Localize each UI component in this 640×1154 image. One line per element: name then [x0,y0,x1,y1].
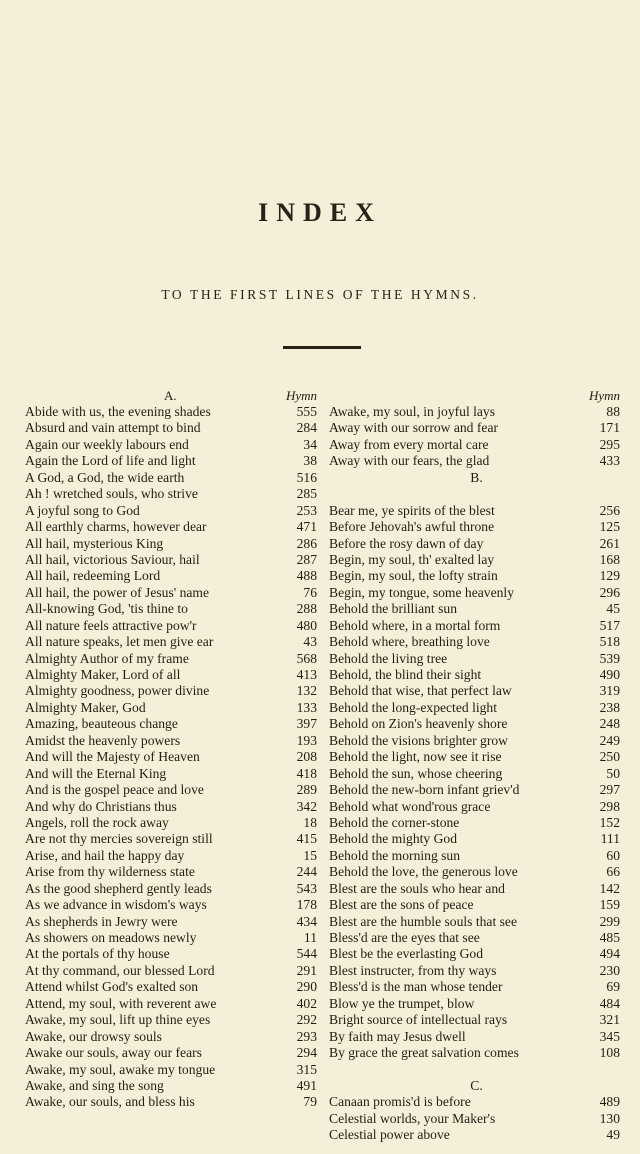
hymn-number: 544 [296,946,317,962]
hymn-number: 125 [599,519,620,535]
first-line-text: Celestial power above [329,1127,450,1143]
hymn-number: 489 [599,1094,620,1110]
index-entry [25,552,317,568]
first-line-text: All nature feels attractive pow'r [25,617,197,633]
hymn-number: 76 [303,584,317,600]
hymn-number: 132 [296,683,317,699]
index-entry [329,503,620,519]
page-title: INDEX [258,198,382,227]
index-entry [25,831,317,847]
first-line-text: Awake, and sing the song [25,1077,164,1093]
index-entry [329,749,620,765]
hymn-number: 291 [296,962,317,978]
hymn-number: 294 [296,1045,317,1061]
hymn-number: 159 [599,897,620,913]
index-entry [25,536,317,552]
index-entry [25,486,317,502]
index-entry [25,618,317,634]
index-entry [25,667,317,683]
index-entry [329,831,620,847]
first-line-text: And why do Christians thus [25,798,177,814]
first-line-text: Amazing, beauteous change [25,716,178,732]
index-entry [25,996,317,1012]
hymn-number: 253 [296,502,317,518]
index-entry [25,601,317,617]
index-entry [329,568,620,584]
hymn-number: 299 [599,913,620,929]
hymn-number: 491 [296,1077,317,1093]
index-entry [25,437,317,453]
first-line-text: Begin, my soul, th' exalted lay [329,551,495,567]
index-entry [25,470,317,486]
first-line-text: Away with our fears, the glad [329,453,490,469]
index-entry [25,881,317,897]
hymn-number: 256 [599,502,620,518]
hymn-number: 345 [599,1028,620,1044]
first-line-text: Away from every mortal care [329,436,489,452]
hymn-number: 490 [599,667,620,682]
index-entry [329,536,620,552]
first-line-text: Awake, our drowsy souls [25,1028,162,1044]
hymn-number: 321 [599,1012,620,1028]
hymn-number: 568 [296,650,317,666]
index-entry [329,864,620,880]
hymn-number: 49 [606,1127,620,1143]
index-entry [329,881,620,897]
hymn-label: Hymn [588,388,620,403]
index-entry [329,1127,620,1143]
first-line-text: Arise from thy wilderness state [25,864,195,880]
index-entry [25,683,317,699]
page-subtitle: TO THE FIRST LINES OF THE HYMNS. [161,287,479,302]
hymn-number: 45 [606,601,620,617]
index-entry [329,519,620,535]
hymn-number: 130 [599,1110,620,1126]
hymn-number: 434 [296,913,317,929]
first-line-text: Behold, the blind their sight [329,667,482,682]
hymn-number: 543 [296,880,317,896]
hymn-number: 402 [296,995,317,1011]
first-line-text: Begin, my soul, the lofty strain [329,568,498,584]
first-line-text: As showers on meadows newly [25,930,197,945]
hymn-number: 261 [599,535,620,551]
first-line-text: Behold the light, now see it rise [329,749,502,765]
first-line-text: Blest are the humble souls that see [329,913,518,929]
first-line-text: Behold the brilliant sun [329,601,457,617]
first-line-text: Begin, my tongue, some heavenly [329,584,514,600]
index-entry [25,1078,317,1094]
index-entry [329,897,620,913]
index-entry [25,946,317,962]
index-entry [329,667,620,683]
hymn-number: 287 [296,551,317,567]
hymn-number: 484 [599,995,620,1011]
first-line-text: Angels, roll the rock away [25,814,169,830]
first-line-text: Celestial worlds, your Maker's [329,1110,496,1126]
first-line-text: Bless'd are the eyes that see [329,930,480,945]
hymn-number: 296 [599,584,620,600]
hymn-number: 34 [303,436,317,452]
hymn-number: 289 [296,782,317,798]
hymn-number: 50 [606,765,620,781]
hymn-number: 230 [599,962,620,978]
first-line-text: By grace the great salvation comes [329,1045,519,1061]
index-entry [329,930,620,946]
first-line-text: Canaan promis'd is before [329,1094,471,1110]
hymn-number: 286 [296,535,317,551]
index-entry [25,651,317,667]
index-entry [25,815,317,831]
index-entry [329,1094,620,1110]
hymn-number: 295 [599,436,620,452]
first-line-text: Behold the love, the generous love [329,864,518,880]
right-column [329,388,620,1144]
first-line-text: Are not thy mercies sovereign still [25,831,213,847]
hymn-number: 111 [600,831,620,847]
first-line-text: Behold the long-expected light [329,699,497,715]
index-entry [25,716,317,732]
first-line-text: Behold the mighty God [329,831,457,847]
hymn-number: 298 [599,798,620,814]
first-line-text: Before the rosy dawn of day [329,535,484,551]
index-entry [329,782,620,798]
first-line-text: All nature speaks, let men give ear [25,634,214,650]
first-line-text: All earthly charms, however dear [25,519,207,535]
first-line-text: Awake, my soul, awake my tongue [25,1061,216,1077]
index-entry [25,848,317,864]
first-line-text: By faith may Jesus dwell [329,1028,466,1044]
right-column-header [329,388,620,404]
hymn-number: 288 [296,601,317,617]
hymn-number: 38 [303,453,317,469]
first-line-text: Blest be the everlasting God [329,946,484,962]
first-line-text: Behold the corner-stone [329,814,460,830]
index-entry [25,634,317,650]
hymn-number: 171 [599,420,620,436]
index-entry [329,437,620,453]
hymn-number: 397 [296,716,317,732]
index-entry [25,519,317,535]
first-line-text: Awake, our souls, and bless his [25,1094,195,1110]
hymn-number: 485 [599,930,620,945]
first-line-text: Awake, my soul, lift up thine eyes [25,1012,211,1028]
first-line-text: As shepherds in Jewry were [25,913,178,929]
index-entry [329,552,620,568]
index-entry [25,1094,317,1110]
hymn-number: 244 [296,864,317,880]
index-entry [329,963,620,979]
first-line-text: Ah ! wretched souls, who strive [25,486,198,502]
hymn-number: 133 [296,699,317,715]
hymn-number: 539 [599,650,620,666]
first-line-text: Blest are the sons of peace [329,897,474,913]
hymn-label: Hymn [285,388,317,403]
section-gap [329,1062,620,1078]
index-entry [25,1045,317,1061]
index-entry [329,799,620,815]
hymn-number: 494 [599,946,620,962]
index-entry [329,848,620,864]
index-entry [329,1045,620,1061]
index-entry [25,1062,317,1078]
section-letter-a: A. [164,388,177,403]
first-line-text: Bright source of intellectual rays [329,1012,508,1028]
first-line-text: Behold that wise, that perfect law [329,683,512,699]
index-entry [329,601,620,617]
hymn-number: 418 [296,765,317,781]
section-letter-c: C. [470,1077,483,1093]
first-line-text: Behold where, in a mortal form [329,617,501,633]
first-line-text: Absurd and vain attempt to bind [25,420,201,436]
first-line-text: Almighty Maker, God [25,699,146,715]
index-entry [329,1012,620,1028]
index-entry [329,404,620,420]
hymn-number: 319 [599,683,620,699]
hymn-number: 415 [296,831,317,847]
hymn-number: 208 [296,749,317,765]
hymn-number: 315 [296,1061,317,1077]
hymn-number: 555 [296,404,317,419]
hymn-number: 297 [599,782,620,798]
index-entry [25,864,317,880]
first-line-text: Attend whilst God's exalted son [25,979,199,995]
hymn-number: 178 [296,897,317,913]
hymn-number: 88 [606,404,620,419]
hymn-number: 292 [296,1012,317,1028]
index-entry [25,782,317,798]
index-entry [25,700,317,716]
first-line-text: Again the Lord of life and light [25,453,196,469]
index-entry [25,404,317,420]
first-line-text: Bear me, ye spirits of the blest [329,502,495,518]
index-entry [329,1111,620,1127]
index-entry [25,453,317,469]
first-line-text: Abide with us, the evening shades [25,404,211,419]
index-entry [25,749,317,765]
hymn-number: 471 [296,519,317,535]
first-line-text: Behold the morning sun [329,847,461,863]
index-entry [329,683,620,699]
hymn-number: 250 [599,749,620,765]
section-letter-b: B. [470,469,483,485]
first-line-text: As we advance in wisdom's ways [25,897,207,913]
hymn-number: 293 [296,1028,317,1044]
first-line-text: Behold where, breathing love [329,634,490,650]
first-line-text: Behold the visions brighter grow [329,732,508,748]
first-line-text: Almighty goodness, power divine [25,683,210,699]
left-column [25,388,317,1111]
hymn-number: 142 [599,880,620,896]
index-entry [329,815,620,831]
right-c-entries [329,1094,620,1143]
hymn-number: 60 [606,847,620,863]
index-entry [25,930,317,946]
hymn-number: 129 [599,568,620,584]
hymn-number: 18 [303,814,317,830]
hymn-number: 79 [303,1094,317,1110]
first-line-text: Amidst the heavenly powers [25,732,181,748]
hymn-number: 152 [599,814,620,830]
first-line-text: A joyful song to God [25,502,140,518]
first-line-text: Away with our sorrow and fear [329,420,498,436]
first-line-text: Behold the sun, whose cheering [329,765,503,781]
left-column-header [25,388,317,404]
hymn-number: 413 [296,667,317,682]
index-entry [329,634,620,650]
section-gap [329,486,620,502]
hymn-number: 517 [599,617,620,633]
hymn-number: 290 [296,979,317,995]
right-a-entries [329,404,620,470]
hymn-number: 248 [599,716,620,732]
index-entry [25,503,317,519]
index-entry [329,651,620,667]
hymn-number: 284 [296,420,317,436]
first-line-text: At the portals of thy house [25,946,170,962]
right-b-entries [329,503,620,1062]
hymn-number: 43 [303,634,317,650]
first-line-text: Almighty Author of my frame [25,650,189,666]
first-line-text: As the good shepherd gently leads [25,880,212,896]
hymn-number: 193 [296,732,317,748]
index-entry [329,585,620,601]
hymn-number: 11 [303,930,317,945]
index-entry [329,996,620,1012]
first-line-text: Arise, and hail the happy day [25,847,185,863]
index-entry [25,914,317,930]
hymn-number: 433 [599,453,620,469]
index-entry [329,700,620,716]
left-entries [25,404,317,1111]
first-line-text: Blow ye the trumpet, blow [329,995,475,1011]
first-line-text: Before Jehovah's awful throne [329,519,495,535]
index-entry [329,766,620,782]
first-line-text: Blest are the souls who hear and [329,880,505,896]
index-entry [25,979,317,995]
first-line-text: Awake our souls, away our fears [25,1045,202,1061]
first-line-text: Behold the living tree [329,650,448,666]
index-entry [25,897,317,913]
first-line-text: All hail, the power of Jesus' name [25,584,210,600]
first-line-text: All-knowing God, 'tis thine to [25,601,188,617]
index-entry [329,733,620,749]
index-entry [329,979,620,995]
hymn-number: 285 [296,486,317,502]
index-entry [25,585,317,601]
first-line-text: All hail, victorious Saviour, hail [25,551,200,567]
first-line-text: Bless'd is the man whose tender [329,979,503,995]
hymn-number: 69 [606,979,620,995]
index-entry [329,453,620,469]
first-line-text: All hail, redeeming Lord [25,568,161,584]
first-line-text: Behold what wond'rous grace [329,798,491,814]
index-entry [329,618,620,634]
hymn-number: 342 [296,798,317,814]
index-entry [329,914,620,930]
first-line-text: At thy command, our blessed Lord [25,962,215,978]
hymn-number: 238 [599,699,620,715]
first-line-text: Awake, my soul, in joyful lays [329,404,496,419]
first-line-text: And will the Eternal King [25,765,167,781]
hymn-number: 480 [296,617,317,633]
first-line-text: Blest instructer, from thy ways [329,962,497,978]
first-line-text: Again our weekly labours end [25,436,189,452]
index-entry [329,420,620,436]
first-line-text: And will the Majesty of Heaven [25,749,200,765]
first-line-text: All hail, mysterious King [25,535,164,551]
first-line-text: And is the gospel peace and love [25,782,204,798]
divider-rule [283,346,361,349]
first-line-text: Behold the new-born infant griev'd [329,782,520,798]
first-line-text: Attend, my soul, with reverent awe [25,995,217,1011]
first-line-text: Almighty Maker, Lord of all [25,667,181,682]
first-line-text: Behold on Zion's heavenly shore [329,716,508,732]
hymn-number: 516 [296,469,317,485]
hymn-number: 488 [296,568,317,584]
hymn-number: 15 [303,847,317,863]
hymn-number: 168 [599,551,620,567]
first-line-text: A God, a God, the wide earth [25,469,185,485]
index-entry [25,799,317,815]
hymn-number: 66 [606,864,620,880]
index-entry [25,420,317,436]
index-entry [25,1012,317,1028]
index-entry [25,766,317,782]
index-entry [25,1029,317,1045]
index-entry [329,946,620,962]
hymn-number: 249 [599,732,620,748]
index-entry [329,716,620,732]
index-entry [25,963,317,979]
index-entry [25,568,317,584]
hymn-number: 108 [599,1045,620,1061]
index-entry [329,1029,620,1045]
hymn-number: 518 [599,634,620,650]
index-entry [25,733,317,749]
